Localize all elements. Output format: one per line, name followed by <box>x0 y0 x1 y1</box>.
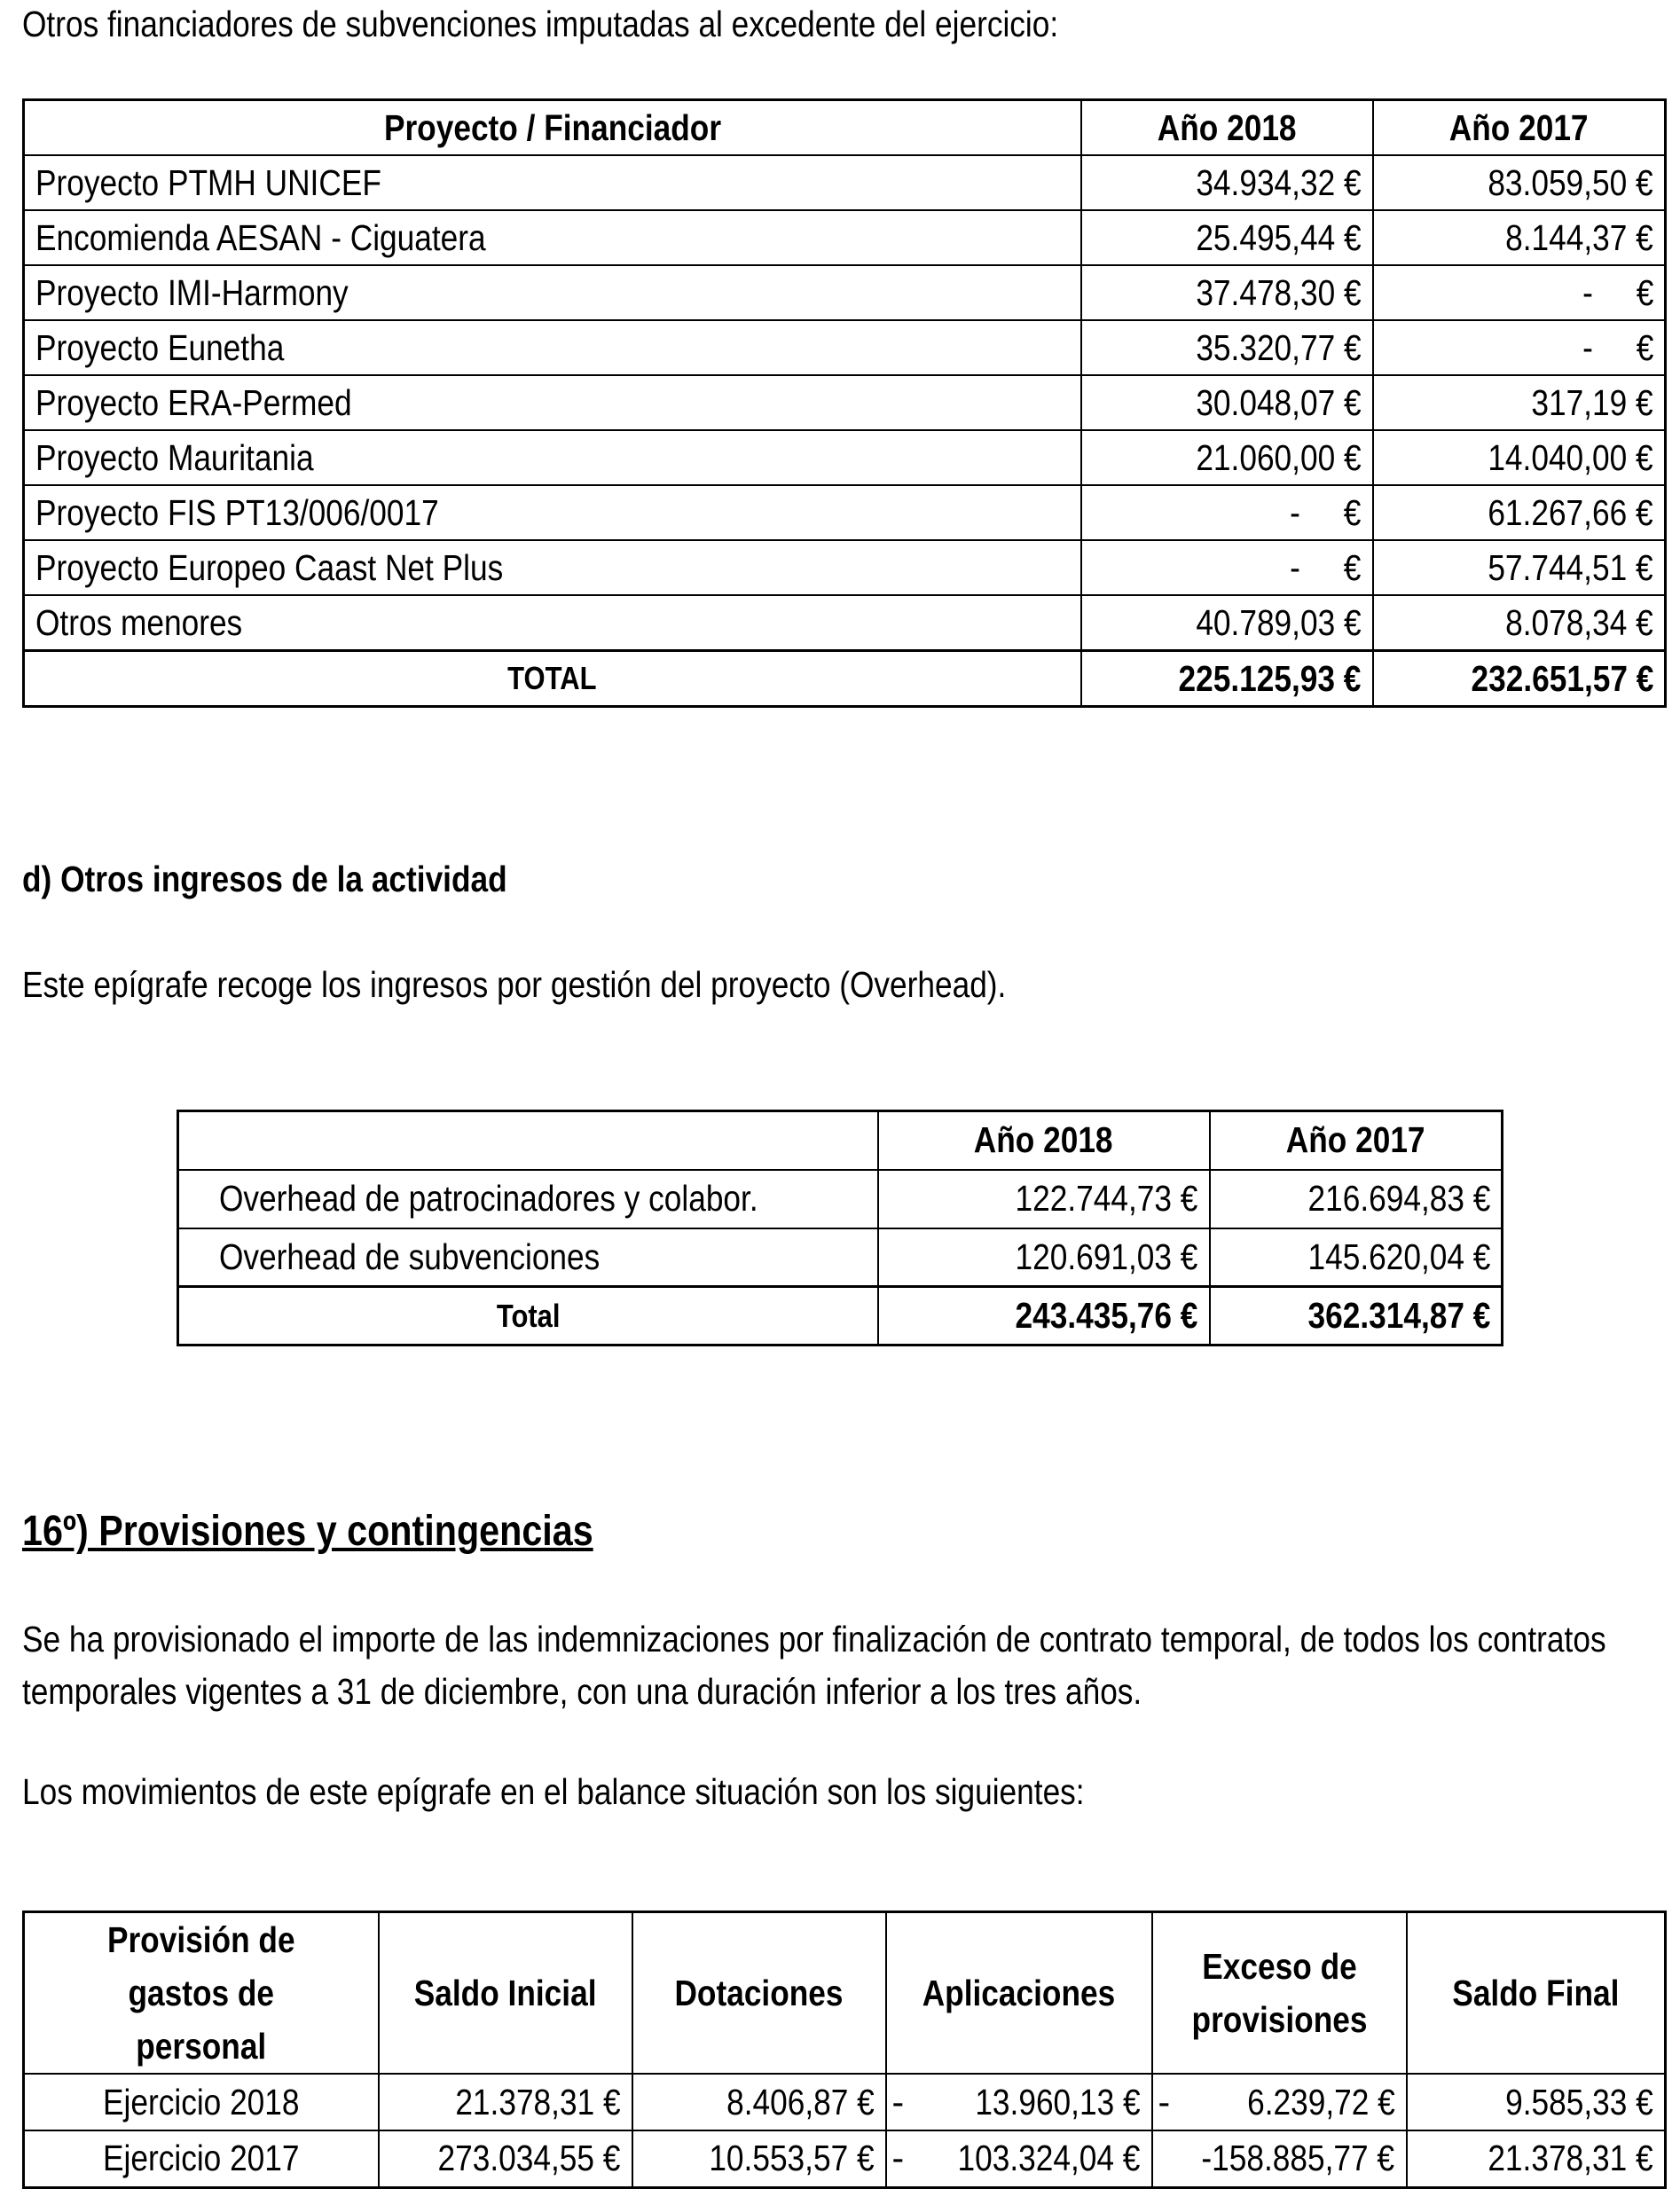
funders-header-2018: Año 2018 <box>1081 100 1373 156</box>
row-name: Otros menores <box>24 595 1081 651</box>
row-initial: 273.034,55 € <box>379 2130 632 2187</box>
table-row <box>178 1170 1503 1228</box>
overhead-total-row <box>178 1287 1503 1346</box>
row-2017: 14.040,00 € <box>1373 430 1666 485</box>
row-final: 9.585,33 € <box>1407 2074 1666 2130</box>
row-name: Overhead de patrocinadores y colabor. <box>178 1170 878 1228</box>
section-16-intro: Los movimientos de este epígrafe en el balance situación son los siguientes: <box>22 1771 1085 1812</box>
row-dotaciones: 8.406,87 € <box>632 2074 886 2130</box>
provisions-header-exceso: Exceso de provisiones <box>1152 1912 1407 2075</box>
row-2018: - € <box>1081 540 1373 595</box>
row-2017: 8.078,34 € <box>1373 595 1666 651</box>
aplicaciones-sign: - <box>891 2081 905 2122</box>
row-aplicaciones <box>886 2130 1152 2187</box>
exceso-value: -158.885,77 € <box>1201 2138 1395 2179</box>
table-row <box>24 2074 1666 2130</box>
row-2018: 30.048,07 € <box>1081 375 1373 430</box>
row-2017: 145.620,04 € <box>1210 1228 1503 1287</box>
funders-header-2017: Año 2017 <box>1373 100 1666 156</box>
provisions-table <box>22 1910 1667 2189</box>
section-16-title: 16º) Provisiones y contingencias <box>22 1508 593 1555</box>
table-row <box>24 430 1666 485</box>
section-d-title: d) Otros ingresos de la actividad <box>22 859 507 899</box>
funders-table <box>22 98 1667 708</box>
row-name: Encomienda AESAN - Ciguatera <box>24 210 1081 265</box>
row-name: Proyecto IMI-Harmony <box>24 265 1081 320</box>
funders-total-row <box>24 651 1666 707</box>
aplicaciones-sign: - <box>891 2138 905 2179</box>
table-row <box>178 1228 1503 1287</box>
row-2017: 216.694,83 € <box>1210 1170 1503 1228</box>
exceso-sign: - <box>1158 2081 1171 2122</box>
row-2017: 317,19 € <box>1373 375 1666 430</box>
row-2017: 61.267,66 € <box>1373 485 1666 540</box>
row-final: 21.378,31 € <box>1407 2130 1666 2187</box>
row-name: Overhead de subvenciones <box>178 1228 878 1287</box>
overhead-header-2017: Año 2017 <box>1210 1111 1503 1170</box>
row-2018: 35.320,77 € <box>1081 320 1373 375</box>
row-name: Proyecto FIS PT13/006/0017 <box>24 485 1081 540</box>
table-row <box>24 375 1666 430</box>
row-dotaciones: 10.553,57 € <box>632 2130 886 2187</box>
total-label: TOTAL <box>24 651 1081 707</box>
table-row <box>24 540 1666 595</box>
overhead-header-row <box>178 1111 1503 1170</box>
total-2018: 225.125,93 € <box>1081 651 1373 707</box>
row-2018: 21.060,00 € <box>1081 430 1373 485</box>
section-16-paragraph: Se ha provisionado el importe de las indemnizaciones por finalización de contrato temporal, de todos los contratos temporales vigentes a 31 de diciembre, con una duración inferior a los tres años. <box>22 1619 1606 1712</box>
provisions-header-type: Provisión de gastos de personal <box>24 1912 379 2075</box>
row-name: Proyecto Eunetha <box>24 320 1081 375</box>
table-row <box>24 2130 1666 2187</box>
funders-header-project: Proyecto / Financiador <box>24 100 1081 156</box>
overhead-header-2018: Año 2018 <box>878 1111 1210 1170</box>
aplicaciones-value: 13.960,13 € <box>975 2081 1141 2122</box>
exceso-value: 6.239,72 € <box>1246 2081 1395 2122</box>
provisions-header-row <box>24 1912 1666 2075</box>
total-2017: 232.651,57 € <box>1373 651 1666 707</box>
total-label: Total <box>178 1287 878 1346</box>
provisions-header-dotaciones: Dotaciones <box>632 1912 886 2075</box>
row-2018: 40.789,03 € <box>1081 595 1373 651</box>
intro-text: Otros financiadores de subvenciones imputadas al excedente del ejercicio: <box>22 4 1059 44</box>
row-2017: 57.744,51 € <box>1373 540 1666 595</box>
table-row <box>24 320 1666 375</box>
table-row <box>24 210 1666 265</box>
row-2017: - € <box>1373 265 1666 320</box>
provisions-header-final: Saldo Final <box>1407 1912 1666 2075</box>
funders-header-row <box>24 100 1666 156</box>
row-exceso <box>1152 2074 1407 2130</box>
row-name: Proyecto ERA-Permed <box>24 375 1081 430</box>
table-row <box>24 265 1666 320</box>
row-name: Proyecto Europeo Caast Net Plus <box>24 540 1081 595</box>
total-2018: 243.435,76 € <box>878 1287 1210 1346</box>
row-name: Proyecto PTMH UNICEF <box>24 155 1081 210</box>
overhead-header-blank <box>178 1111 878 1170</box>
row-2018: 120.691,03 € <box>878 1228 1210 1287</box>
row-initial: 21.378,31 € <box>379 2074 632 2130</box>
total-2017: 362.314,87 € <box>1210 1287 1503 1346</box>
overhead-table <box>177 1110 1503 1346</box>
row-2018: 122.744,73 € <box>878 1170 1210 1228</box>
aplicaciones-value: 103.324,04 € <box>957 2138 1141 2179</box>
row-2018: 34.934,32 € <box>1081 155 1373 210</box>
provisions-header-initial: Saldo Inicial <box>379 1912 632 2075</box>
table-row <box>24 155 1666 210</box>
row-2018: 37.478,30 € <box>1081 265 1373 320</box>
row-2018: - € <box>1081 485 1373 540</box>
row-name: Ejercicio 2017 <box>24 2130 379 2187</box>
table-row <box>24 485 1666 540</box>
table-row <box>24 595 1666 651</box>
row-name: Proyecto Mauritania <box>24 430 1081 485</box>
row-name: Ejercicio 2018 <box>24 2074 379 2130</box>
row-2017: 8.144,37 € <box>1373 210 1666 265</box>
section-d-text: Este epígrafe recoge los ingresos por gestión del proyecto (Overhead). <box>22 964 1007 1005</box>
row-exceso <box>1152 2130 1407 2187</box>
row-2017: 83.059,50 € <box>1373 155 1666 210</box>
row-aplicaciones <box>886 2074 1152 2130</box>
row-2017: - € <box>1373 320 1666 375</box>
row-2018: 25.495,44 € <box>1081 210 1373 265</box>
provisions-header-aplicaciones: Aplicaciones <box>886 1912 1152 2075</box>
